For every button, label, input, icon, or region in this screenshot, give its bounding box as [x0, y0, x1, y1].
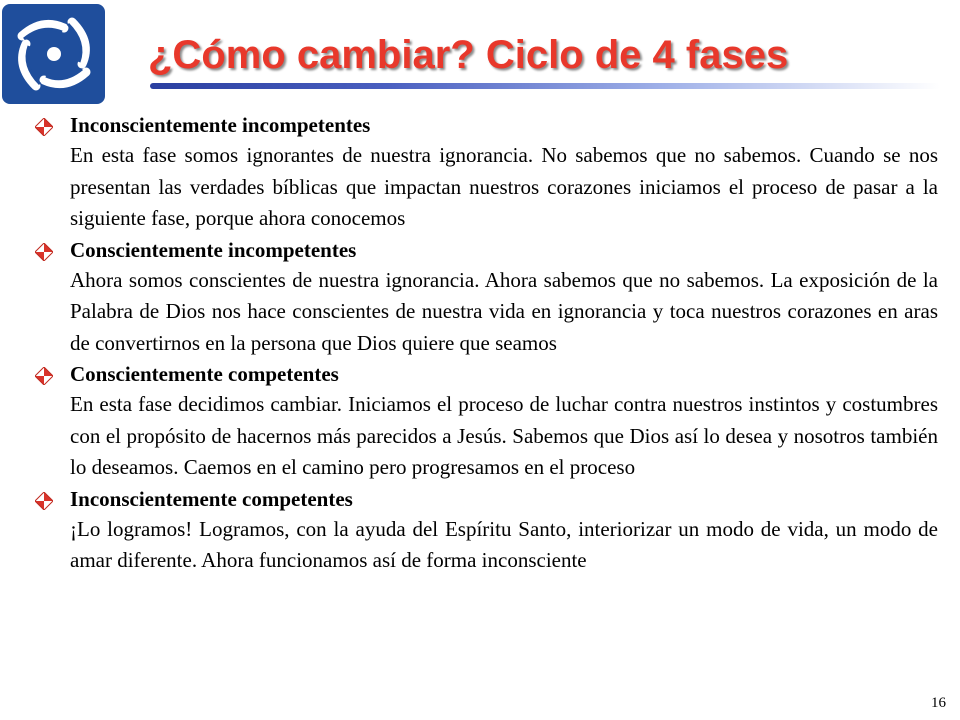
slide-title: ¿Cómo cambiar? Ciclo de 4 fases: [148, 33, 789, 77]
phase-item: [30, 484, 938, 577]
phase-description: ¡Lo logramos! Logramos, con la ayuda del Espíritu Santo, interiorizar un modo de vida, un modo de amar diferente. Ahora funcionamos así de forma inconsciente: [70, 516, 938, 572]
phase-title: Inconscientemente competentes: [70, 486, 353, 511]
phase-title: Conscientemente incompetentes: [70, 237, 357, 262]
phase-description: En esta fase decidimos cambiar. Iniciamos el proceso de luchar contra nuestros instintos y costumbres con el propósito de hacernos más parecidos a Jesús. Sabemos que Dios así lo desea y nosotros también lo deseamos. Caemos en el camino pero progresamos en el proceso: [70, 392, 938, 479]
phase-description: En esta fase somos ignorantes de nuestra ignorancia. No sabemos que no sabemos. Cuando se nos presentan las verdades bíblicas que impactan nuestros corazones iniciamos el proceso de pasar a la siguiente fase, porque ahora conocemos: [70, 143, 938, 230]
diamond-bullet-icon: [35, 118, 53, 136]
interlocking-hands-logo-icon: [2, 4, 105, 104]
phase-list: [30, 110, 938, 577]
diamond-bullet-icon: [35, 243, 53, 261]
diamond-bullet-icon: [35, 492, 53, 510]
phase-item: [30, 359, 938, 484]
phase-title: Conscientemente competentes: [70, 362, 339, 386]
phase-title: Inconscientemente incompetentes: [70, 113, 371, 137]
phase-item: [30, 110, 938, 235]
title-underline: [150, 83, 940, 89]
diamond-bullet-icon: [35, 367, 53, 385]
phase-description: Ahora somos conscientes de nuestra ignorancia. Ahora sabemos que no sabemos. La exposición de la Palabra de Dios nos hace conscientes de nuestra vida en ignorancia y toca nuestros corazones en aras de convertirnos en la persona que Dios quiere que seamos: [70, 267, 938, 355]
phase-item: [30, 235, 938, 360]
page-number: 16: [931, 695, 946, 711]
